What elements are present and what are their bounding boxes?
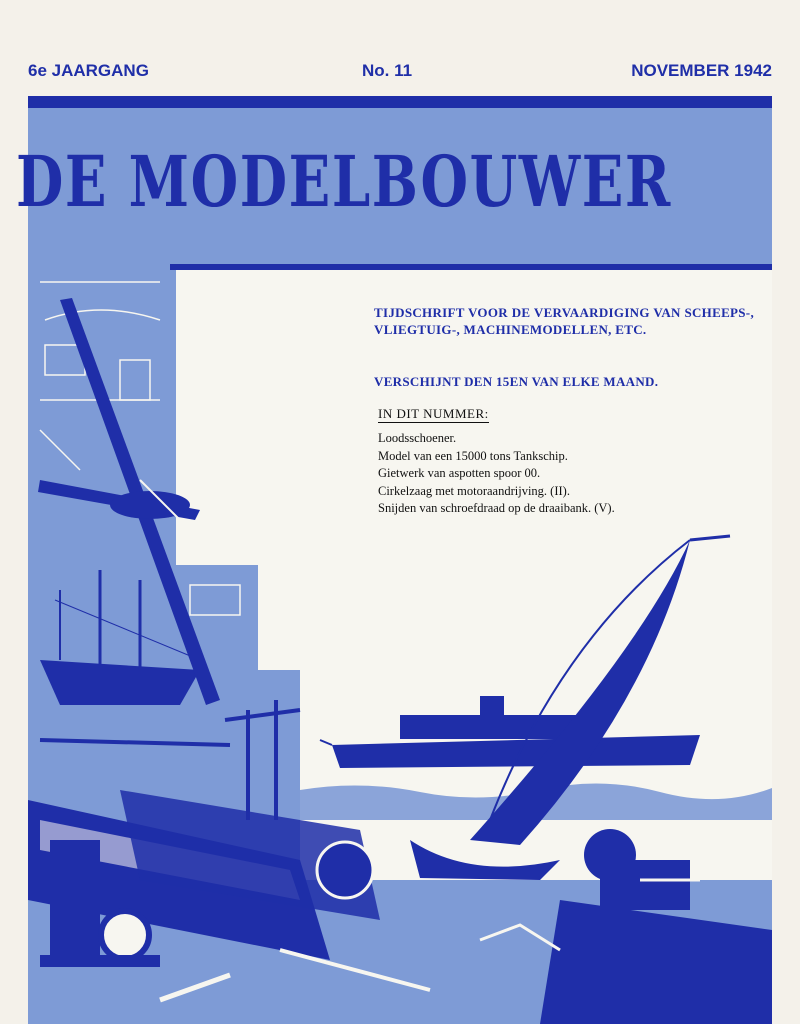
tagline-description: TIJDSCHRIFT VOOR DE VERVAARDIGING VAN SCHEEPS-, VLIEGTUIG-, MACHINEMODELLEN, ETC. xyxy=(374,305,754,337)
contents-list xyxy=(378,430,615,518)
contents-heading: IN DIT NUMMER: xyxy=(378,406,489,421)
list-item: Snijden van schroefdraad op de draaibank. (V). xyxy=(378,501,615,515)
list-item: Model van een 15000 tons Tankschip. xyxy=(378,448,568,463)
list-item: Cirkelzaag met motoraandrijving. (II). xyxy=(378,483,570,498)
list-item: Loodsschoener. xyxy=(378,431,457,445)
issue-number: No. 11 xyxy=(362,61,413,80)
volume-label: 6e JAARGANG xyxy=(28,61,149,80)
list-item: Gietwerk van aspotten spoor 00. xyxy=(378,466,541,480)
magazine-title: DE MODELBOUWER xyxy=(16,140,672,223)
tagline-frequency: VERSCHIJNT DEN 15EN VAN ELKE MAAND. xyxy=(374,374,659,389)
issue-date: NOVEMBER 1942 xyxy=(631,61,772,80)
motor-yacht-icon xyxy=(320,696,700,768)
